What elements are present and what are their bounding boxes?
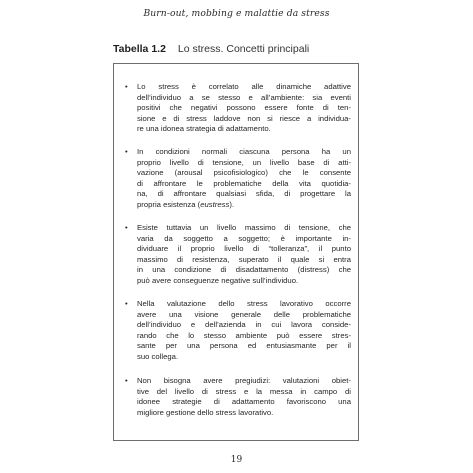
text-line: idonee strategie di adattamento favoriscono una <box>137 397 351 406</box>
text-line: positivi che negativi possono essere fonte di ten- <box>137 103 351 112</box>
text-line: sante per una persona ed entusiasmante per il <box>137 341 351 350</box>
text-line: migliore gestione dello stress lavorativo. <box>137 407 274 417</box>
text-line <box>137 200 351 211</box>
text-line: suo collega. <box>137 351 179 361</box>
text-line: sione e di stress laddove non si riesce a individua- <box>137 113 351 123</box>
text-line: tive del livello di stress e la messa in campo di <box>137 386 351 396</box>
emphasis-text: eustress <box>200 199 230 209</box>
text-segment: propria esistenza ( <box>137 199 201 209</box>
text-line: di affrontare le problematiche della vita quotidia- <box>137 178 351 188</box>
table-label: Tabella 1.2 <box>113 43 166 55</box>
text-line: varia da soggetto a soggetto; è importante in- <box>137 233 351 243</box>
text-line: na, di affrontare qualsiasi sfida, di progettare la <box>137 189 351 198</box>
bullet-icon: • <box>125 82 128 91</box>
text-line: massimo di resistenza, superato il quale si entra <box>137 254 351 264</box>
table-caption: Lo stress. Concetti principali <box>177 43 310 55</box>
running-head: Burn-out, mobbing e malattie da stress <box>143 8 330 19</box>
list-item-text <box>137 223 351 286</box>
text-line: proprio livello di tensione, un livello base di atti- <box>137 157 351 167</box>
text-line: dell’individuo a se stesso e all’ambiente: sia eventi <box>137 92 351 102</box>
text-line: rando che lo stesso ambiente può essere stres- <box>137 330 351 340</box>
text-line: avere una visione generale delle problematiche <box>137 309 351 319</box>
text-line: Nella valutazione dello stress lavorativo occorre <box>137 299 351 308</box>
list-item-text <box>137 147 351 210</box>
bullet-icon: • <box>125 299 128 308</box>
bullet-icon: • <box>125 223 128 232</box>
text-line: dividuare il proprio livello di “tolleranza”, il punto <box>137 244 351 253</box>
text-line: Esiste tuttavia un livello massimo di tensione, che <box>137 223 351 232</box>
text-line: In condizioni normali ciascuna persona ha un <box>137 147 351 156</box>
table-box <box>113 63 359 441</box>
table-title <box>113 43 309 55</box>
text-line: può avere conseguenze negative sull’individuo. <box>137 275 299 285</box>
text-line: vazione (arousal psicofisiologico) che le consente <box>137 168 351 177</box>
list-item-text <box>137 376 351 418</box>
list-item-text <box>137 82 351 135</box>
text-line: dell’individuo e dell’azienda in cui lavora conside- <box>137 320 351 329</box>
text-line: Non bisogna avere pregiudizi: valutazioni obiet- <box>137 376 351 385</box>
bullet-icon: • <box>125 376 128 385</box>
bullet-icon: • <box>125 147 128 156</box>
text-line: re una idonea strategia di adattamento. <box>137 124 271 133</box>
list-item-text <box>137 299 351 362</box>
text-segment: ). <box>229 199 235 209</box>
text-line: Lo stress è correlato alle dinamiche adattive <box>137 82 351 91</box>
text-line: in una condizione di disadattamento (distress) che <box>137 265 351 274</box>
page-number: 19 <box>230 455 243 465</box>
